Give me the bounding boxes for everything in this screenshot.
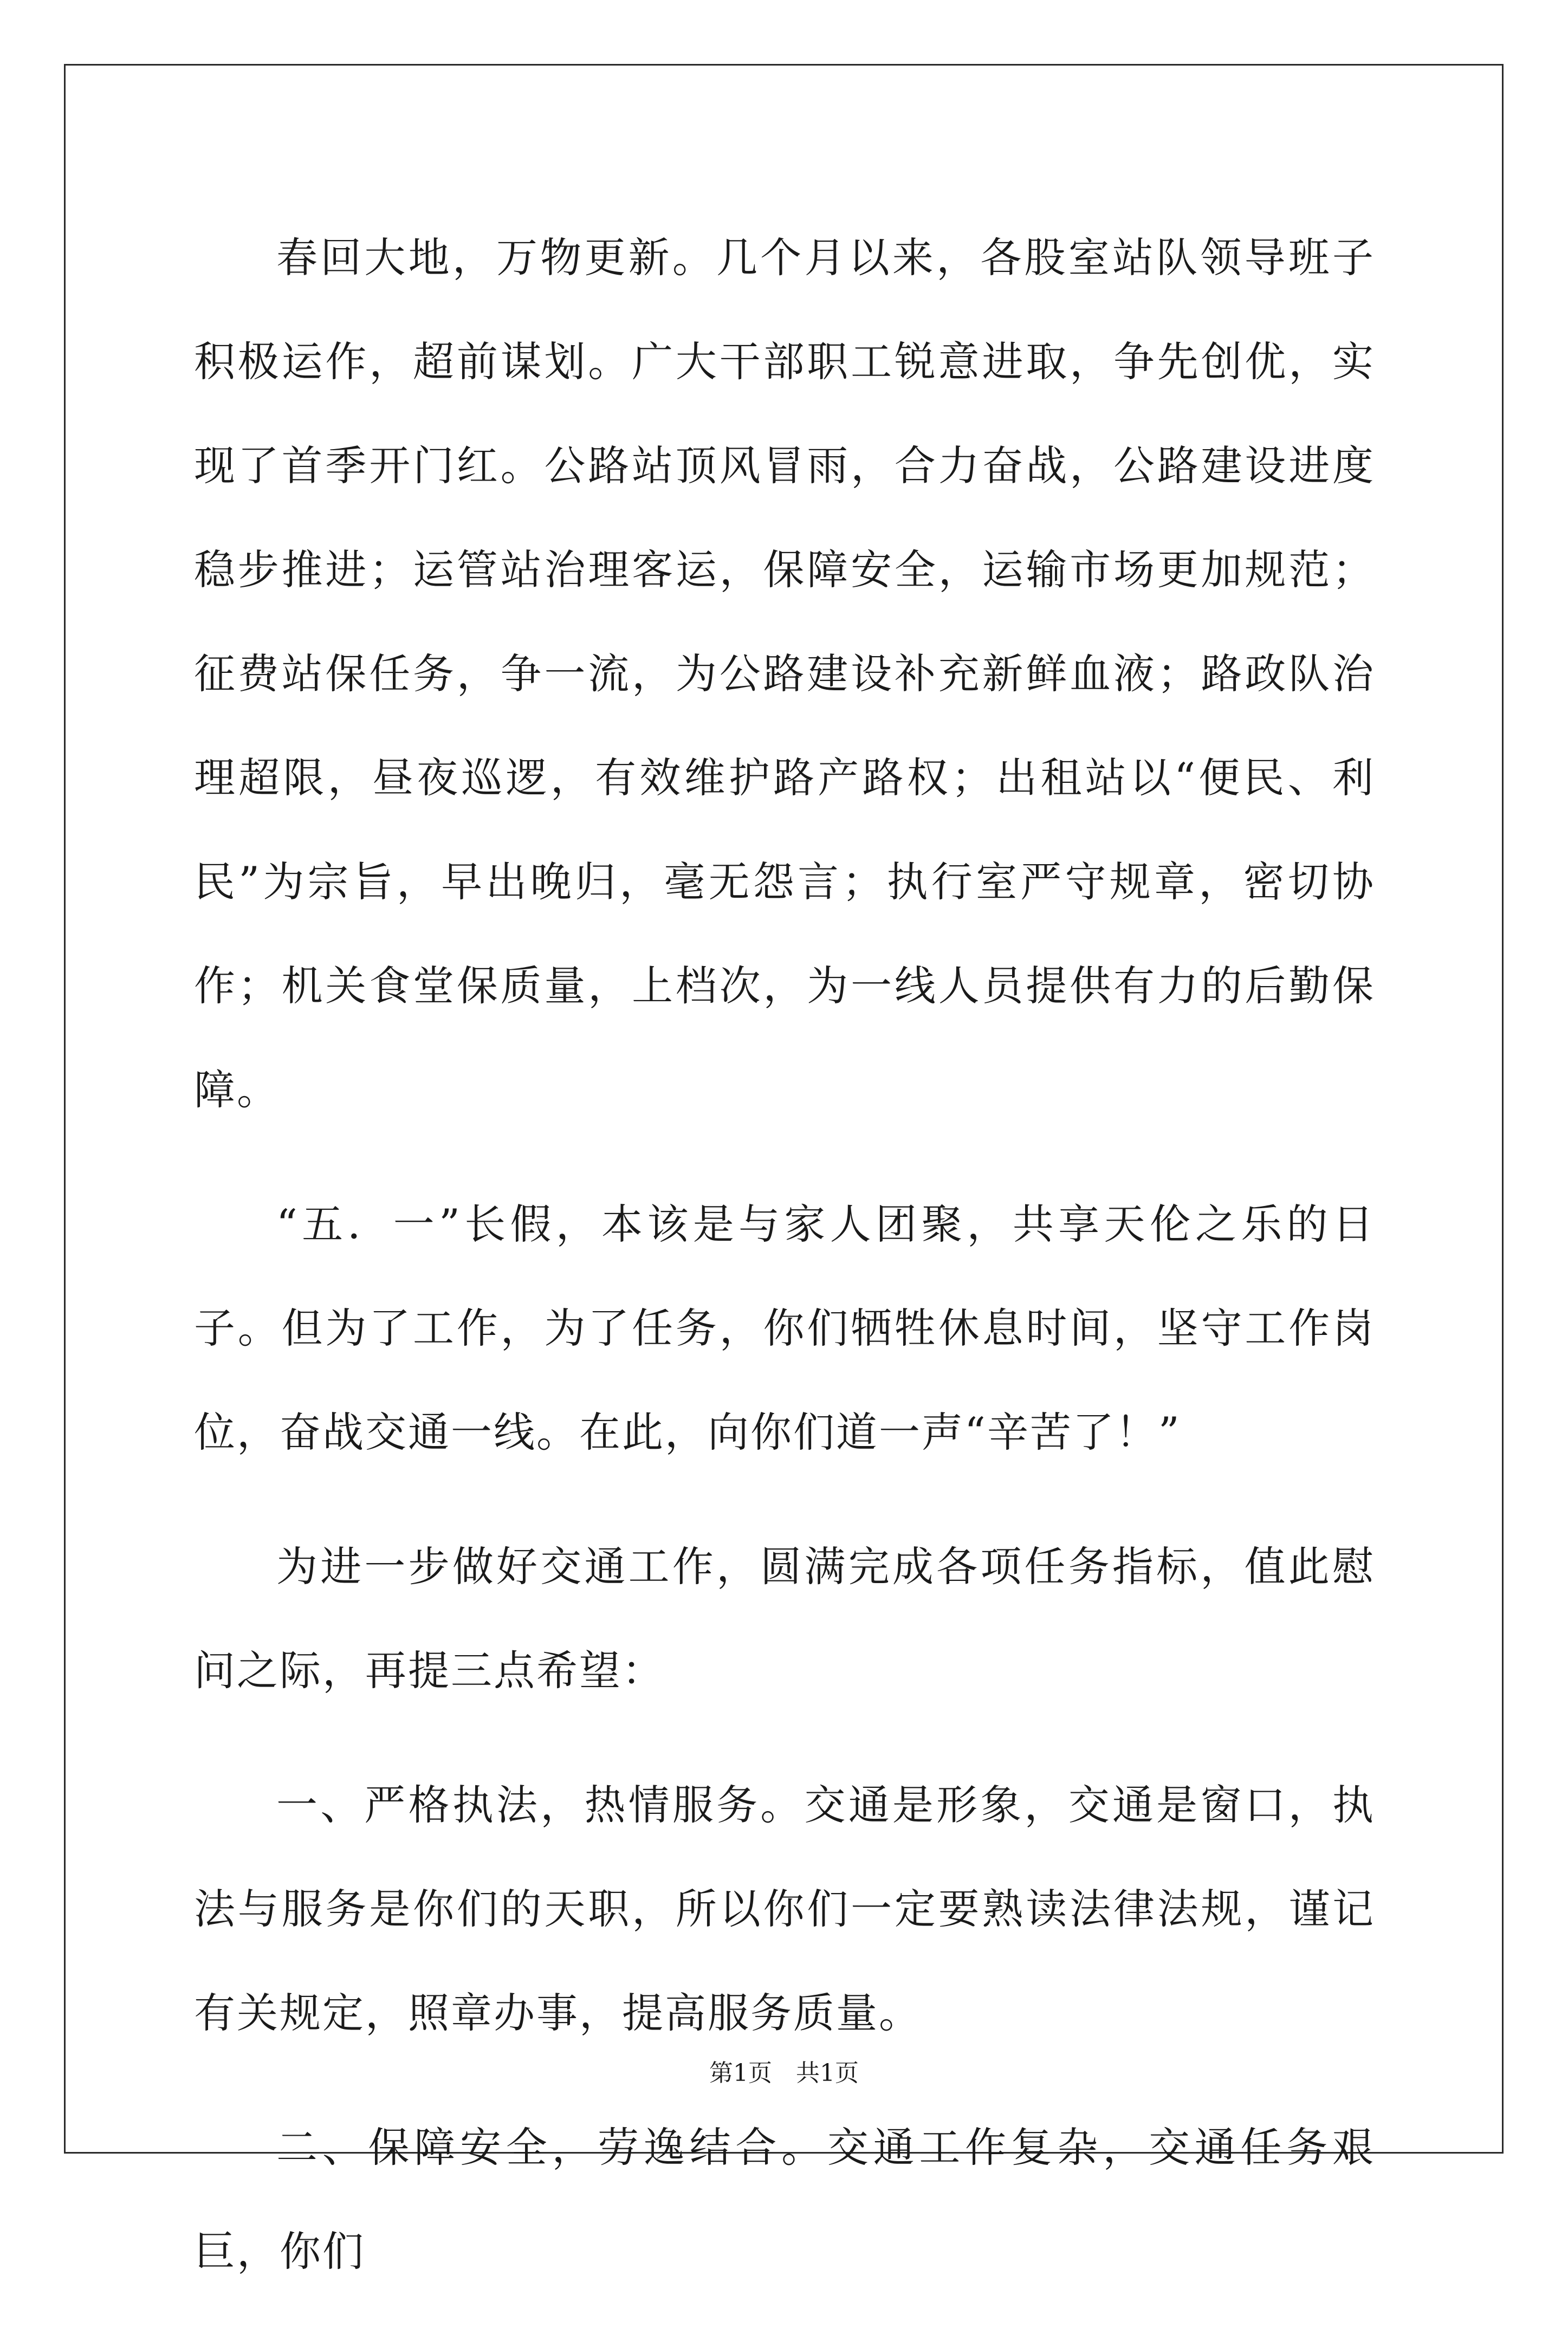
page-number-footer: 第1页 共1页 <box>709 2059 859 2087</box>
document-body <box>194 206 1375 2334</box>
paragraph: “五．一”长假，本该是与家人团聚，共享天伦之乐的日子。但为了工作，为了任务，你们牺牲休息时间，坚守工作岗位，奋战交通一线。在此，向你们道一声“辛苦了！” <box>194 1200 1375 1456</box>
paragraph: 二、保障安全，劳逸结合。交通工作复杂，交通任务艰巨，你们 <box>194 2123 1375 2275</box>
paragraph: 为进一步做好交通工作，圆满完成各项任务指标，值此慰问之际，再提三点希望： <box>194 1542 1375 1695</box>
paragraph: 春回大地，万物更新。几个月以来，各股室站队领导班子积极运作，超前谋划。广大干部职工锐意进取，争先创优，实现了首季开门红。公路站顶风冒雨，合力奋战，公路建设进度稳步推进；运管站治理客运，保障安全，运输市场更加规范；征费站保任务，争一流，为公路建设补充新鲜血液；路政队治理超限，昼夜巡逻，有效维护路产路权；出租站以“便民、利民”为宗旨，早出晚归，毫无怨言；执行室严守规章，密切协作；机关食堂保质量，上档次，为一线人员提供有力的后勤保障。 <box>194 234 1375 1114</box>
paragraph: 一、严格执法，热情服务。交通是形象，交通是窗口，执法与服务是你们的天职，所以你们一定要熟读法律法规，谨记有关规定，照章办事，提高服务质量。 <box>194 1781 1375 2037</box>
